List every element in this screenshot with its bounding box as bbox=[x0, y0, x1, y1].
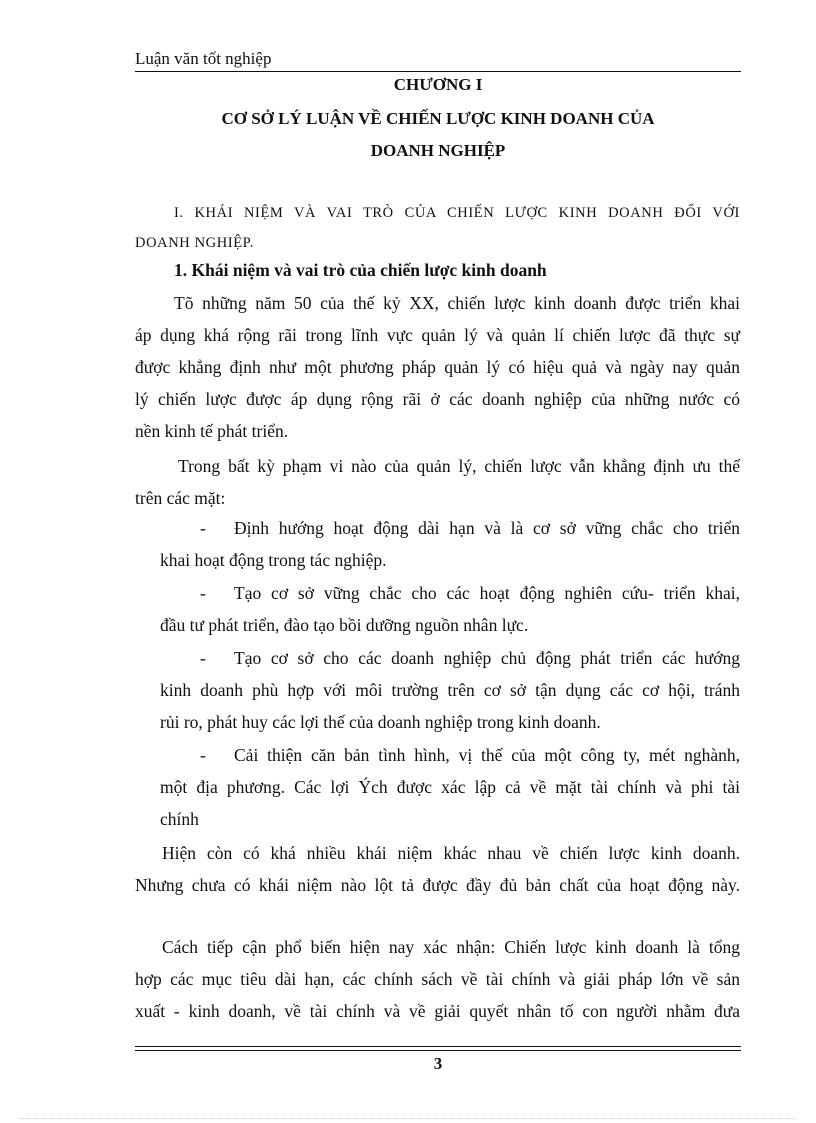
page-edge-divider bbox=[20, 1118, 796, 1119]
paragraph-line: trên các mặt: bbox=[135, 488, 226, 508]
paragraph-line: hợp các mục tiêu dài hạn, các chính sách về tài chính và giải pháp lớn về sản bbox=[135, 969, 740, 989]
footer-rule bbox=[135, 1046, 741, 1047]
section-heading-line-1: I. KHÁI NIỆM VÀ VAI TRÒ CỦA CHIẾN LƯỢC KINH DOANH ĐỐI VỚI bbox=[174, 205, 740, 221]
paragraph-line: Trong bất kỳ phạm vi nào của quản lý, chiến lược vẫn khẳng định ưu thế bbox=[178, 456, 740, 476]
paragraph-line: lý chiến lược được áp dụng rộng rãi ở các doanh nghiệp của những nước có bbox=[135, 389, 740, 409]
chapter-title-line-2: DOANH NGHIỆP bbox=[370, 141, 506, 160]
bullet-line: Tạo cơ sở vững chắc cho các hoạt động nghiên cứu- triển khai, bbox=[234, 583, 740, 603]
paragraph-line: được khẳng định như một phương pháp quản lý có hiệu quả và ngày nay quản bbox=[135, 357, 740, 377]
page-number: 3 bbox=[433, 1054, 443, 1073]
bullet-line: Cải thiện căn bản tình hình, vị thế của một công ty, mét nghành, bbox=[234, 745, 740, 765]
subsection-heading: 1. Khái niệm và vai trò của chiến lược kinh doanh bbox=[174, 260, 547, 280]
bullet-line: đầu tư phát triển, đào tạo bồi dưỡng nguồn nhân lực. bbox=[160, 615, 529, 635]
bullet-line: chính bbox=[160, 809, 199, 829]
bullet-line: một địa phương. Các lợi Ých được xác lập cả về mặt tài chính và phi tài bbox=[160, 777, 740, 797]
running-header: Luận văn tốt nghiệp bbox=[135, 49, 272, 68]
bullet-line: rủi ro, phát huy các lợi thế của doanh nghiệp trong kinh doanh. bbox=[160, 712, 601, 732]
bullet-marker: - bbox=[200, 518, 206, 538]
bullet-marker: - bbox=[200, 745, 206, 765]
bullet-line: khai hoạt động trong tác nghiệp. bbox=[160, 550, 387, 570]
section-heading-line-2: DOANH NGHIỆP. bbox=[135, 235, 254, 251]
bullet-line: kinh doanh phù hợp với môi trường trên cơ sở tận dụng các cơ hội, tránh bbox=[160, 680, 740, 700]
bullet-marker: - bbox=[200, 583, 206, 603]
paragraph-line: xuất - kinh doanh, về tài chính và về giải quyết nhân tố con người nhằm đưa bbox=[135, 1001, 740, 1021]
paragraph-line: Hiện còn có khá nhiều khái niệm khác nhau về chiến lược kinh doanh. bbox=[162, 843, 740, 863]
bullet-marker: - bbox=[200, 648, 206, 668]
bullet-line: Tạo cơ sở cho các doanh nghiệp chủ động phát triển các hướng bbox=[234, 648, 740, 668]
footer-rule bbox=[135, 1050, 741, 1051]
chapter-title-line-1: CƠ SỞ LÝ LUẬN VỀ CHIẾN LƯỢC KINH DOANH CỦA bbox=[221, 109, 655, 128]
paragraph-line: nền kinh tế phát triển. bbox=[135, 421, 289, 441]
header-rule bbox=[135, 71, 741, 72]
paragraph-line: Tõ những năm 50 của thế kỷ XX, chiến lược kinh doanh được triển khai bbox=[174, 293, 740, 313]
paragraph-line: Nhưng chưa có khái niệm nào lột tả được đầy đủ bản chất của hoạt động này. bbox=[135, 875, 740, 895]
chapter-number: CHƯƠNG I bbox=[393, 75, 483, 94]
paragraph-line: áp dụng khá rộng rãi trong lĩnh vực quản lý và quản lí chiến lược đã thực sự bbox=[135, 325, 740, 345]
paragraph-line: Cách tiếp cận phổ biến hiện nay xác nhận: Chiến lược kinh doanh là tổng bbox=[162, 937, 740, 957]
bullet-line: Định hướng hoạt động dài hạn và là cơ sở vững chắc cho triển bbox=[234, 518, 740, 538]
